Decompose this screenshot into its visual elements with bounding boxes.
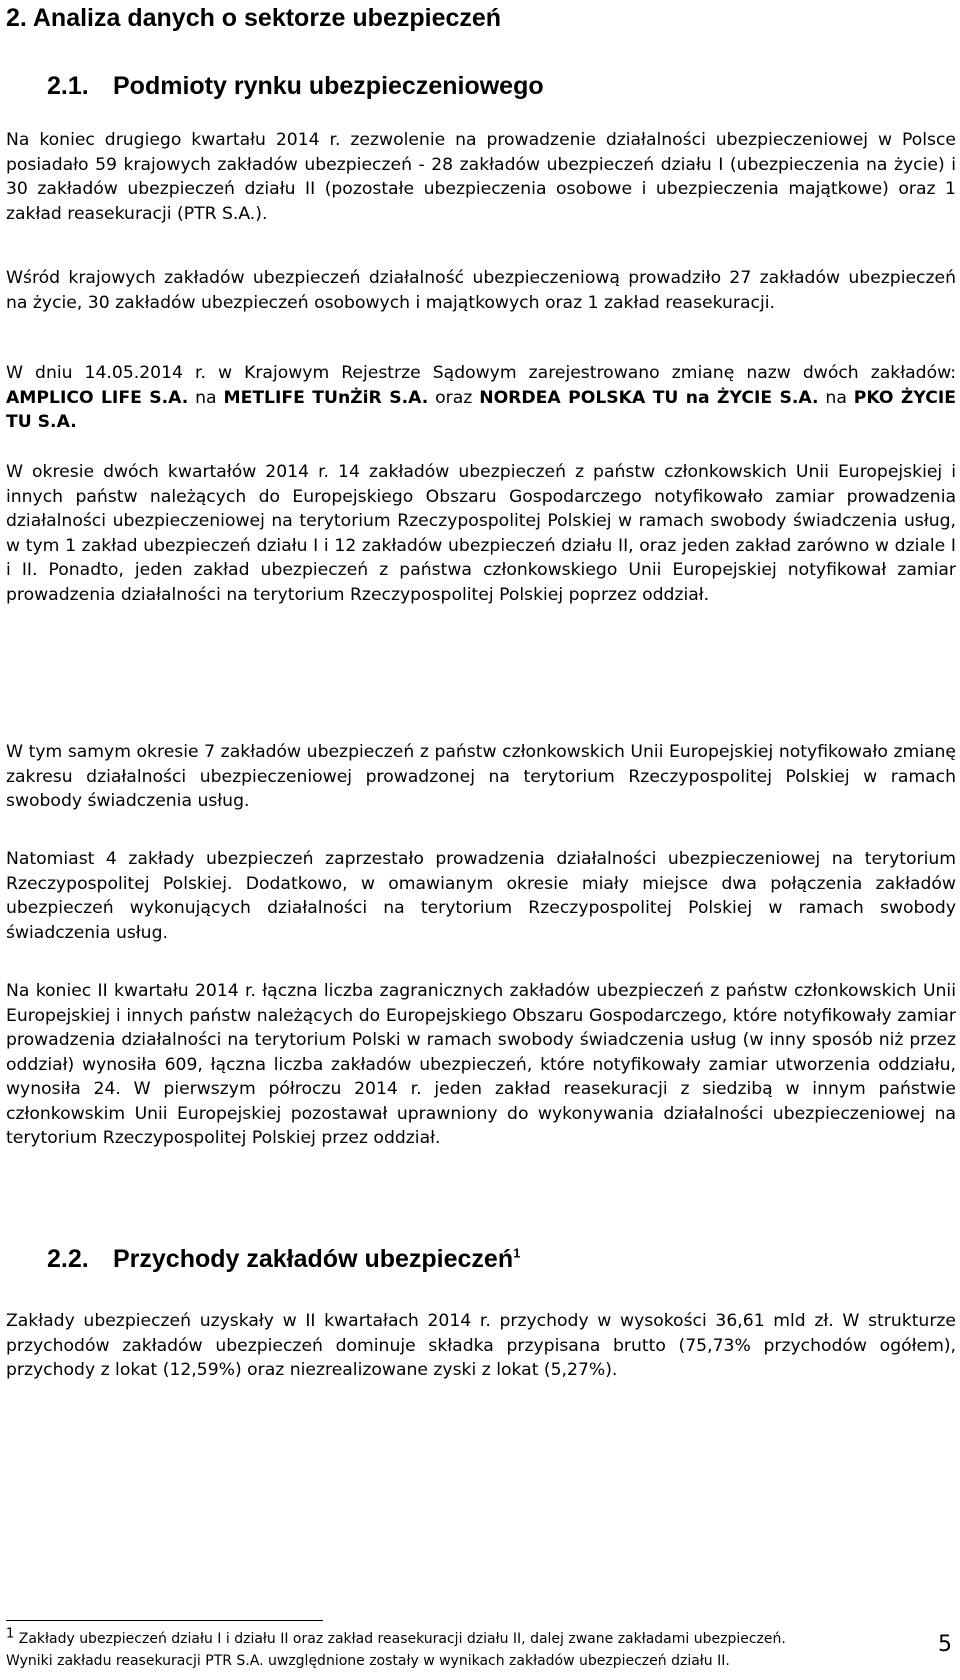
footnote <box>6 1628 956 1672</box>
p3-text-3: oraz <box>428 387 480 408</box>
section-number: 2.1. <box>47 72 89 100</box>
section-number: 2.2. <box>47 1245 89 1273</box>
paragraph-5: W tym samym okresie 7 zakładów ubezpieczeń z państw członkowskich Unii Europejskiej notyfikowało zmianę zakresu działalności ubezpieczeniowej prowadzonej na terytorium Rzeczypospolitej Polskiej w ramach swobody świadczenia usług. <box>6 742 956 811</box>
section-heading-2-2 <box>47 1243 520 1275</box>
footnote-marker: 1 <box>6 1626 15 1642</box>
section-heading-2-1 <box>47 70 544 102</box>
p3-text-2: na <box>188 387 224 408</box>
paragraph-1: Na koniec drugiego kwartału 2014 r. zezwolenie na prowadzenie działalności ubezpieczeniowej w Polsce posiadało 59 krajowych zakładów ubezpieczeń - 28 zakładów ubezpieczeń działu I (ubezpieczenia na życie) i 30 zakładów ubezpieczeń działu II (pozostałe ubezpieczenia osobowe i ubezpieczenia majątkowe) oraz 1 zakład reasekuracji (PTR S.A.). <box>6 130 956 224</box>
paragraph-3 <box>6 361 956 435</box>
chapter-heading: 2. Analiza danych o sektorze ubezpieczeń <box>6 4 502 32</box>
p3-text-4: na <box>818 387 854 408</box>
paragraph-7: Na koniec II kwartału 2014 r. łączna liczba zagranicznych zakładów ubezpieczeń z państw członkowskich Unii Europejskiej i innych państw należących do Europejskiego Obszaru Gospodarczego, które notyfikowały zamiar prowadzenia działalności na terytorium Polski w ramach swobody świadczenia usług (w inny sposób niż przez oddział) wynosiła 609, łączna liczba zakładów ubezpieczeń, które notyfikowały zamiar utworzenia oddziału, wynosiła 24. W pierwszym półroczu 2014 r. jeden zakład reasekuracji z siedzibą w innym państwie członkowskim Unii Europejskiej pozostawał uprawniony do wykonywania działalności ubezpieczeniowej na terytorium Rzeczypospolitej Polskiej przez oddział. <box>6 981 956 1148</box>
footnote-line-2: Wyniki zakładu reasekuracji PTR S.A. uwzględnione zostały w wynikach zakładów ubezpieczeń działu II. <box>6 1653 730 1669</box>
paragraph-8: Zakłady ubezpieczeń uzyskały w II kwartałach 2014 r. przychody w wysokości 36,61 mld zł. W strukturze przychodów zakładów ubezpieczeń dominuje składka przypisana brutto (75,73% przychodów ogółem), przychody z lokat (12,59%) oraz niezrealizowane zyski z lokat (5,27%). <box>6 1311 956 1380</box>
paragraph-6: Natomiast 4 zakłady ubezpieczeń zaprzestało prowadzenia działalności ubezpieczeniowej na terytorium Rzeczypospolitej Polskiej. Dodatkowo, w omawianym okresie miały miejsce dwa połączenia zakładów ubezpieczeń wykonujących działalności na terytorium Rzeczypospolitej Polskiej w ramach swobody świadczenia usług. <box>6 849 956 943</box>
page-number: 5 <box>938 1632 952 1657</box>
company-name-old-1: AMPLICO LIFE S.A. <box>6 387 189 408</box>
footnote-line-1: $^1$ Zakłady ubezpieczeń działu I i działu II oraz zakład reasekuracji działu II, dalej zwane zakładami ubezpieczeń. <box>6 1626 786 1647</box>
paragraph-2: Wśród krajowych zakładów ubezpieczeń działalność ubezpieczeniową prowadziło 27 zakładów ubezpieczeń na życie, 30 zakładów ubezpieczeń osobowych i majątkowych oraz 1 zakład reasekuracji. <box>6 268 956 313</box>
company-name-old-2: NORDEA POLSKA TU na ŻYCIE S.A. <box>479 387 819 408</box>
company-name-new-2: PKO ŻYCIE TU S.A. <box>6 387 956 432</box>
company-name-new-1: METLIFE TUnŻiR S.A. <box>223 387 429 408</box>
paragraph-4: W okresie dwóch kwartałów 2014 r. 14 zakładów ubezpieczeń z państw członkowskich Unii Europejskiej i innych państw należących do Europejskiego Obszaru Gospodarczego notyfikowało zamiar prowadzenia działalności ubezpieczeniowej na terytorium Rzeczypospolitej Polskiej w ramach swobody świadczenia usług, w tym 1 zakład ubezpieczeń działu I i 12 zakładów ubezpieczeń działu II, oraz jeden zakład zarówno w dziale I i II. Ponadto, jeden zakład ubezpieczeń z państwa członkowskiego Unii Europejskiej notyfikował zamiar prowadzenia działalności na terytorium Rzeczypospolitej Polskiej poprzez oddział. <box>6 462 956 605</box>
footnote-reference[interactable]: 1 <box>513 1245 521 1261</box>
section-title: Podmioty rynku ubezpieczeniowego <box>113 72 544 100</box>
p3-text-1: W dniu 14.05.2014 r. w Krajowym Rejestrze Sądowym zarejestrowano zmianę nazw dwóch zakładów: <box>6 363 956 383</box>
footnote-separator <box>6 1620 323 1621</box>
section-title: Przychody zakładów ubezpieczeń <box>113 1245 514 1273</box>
